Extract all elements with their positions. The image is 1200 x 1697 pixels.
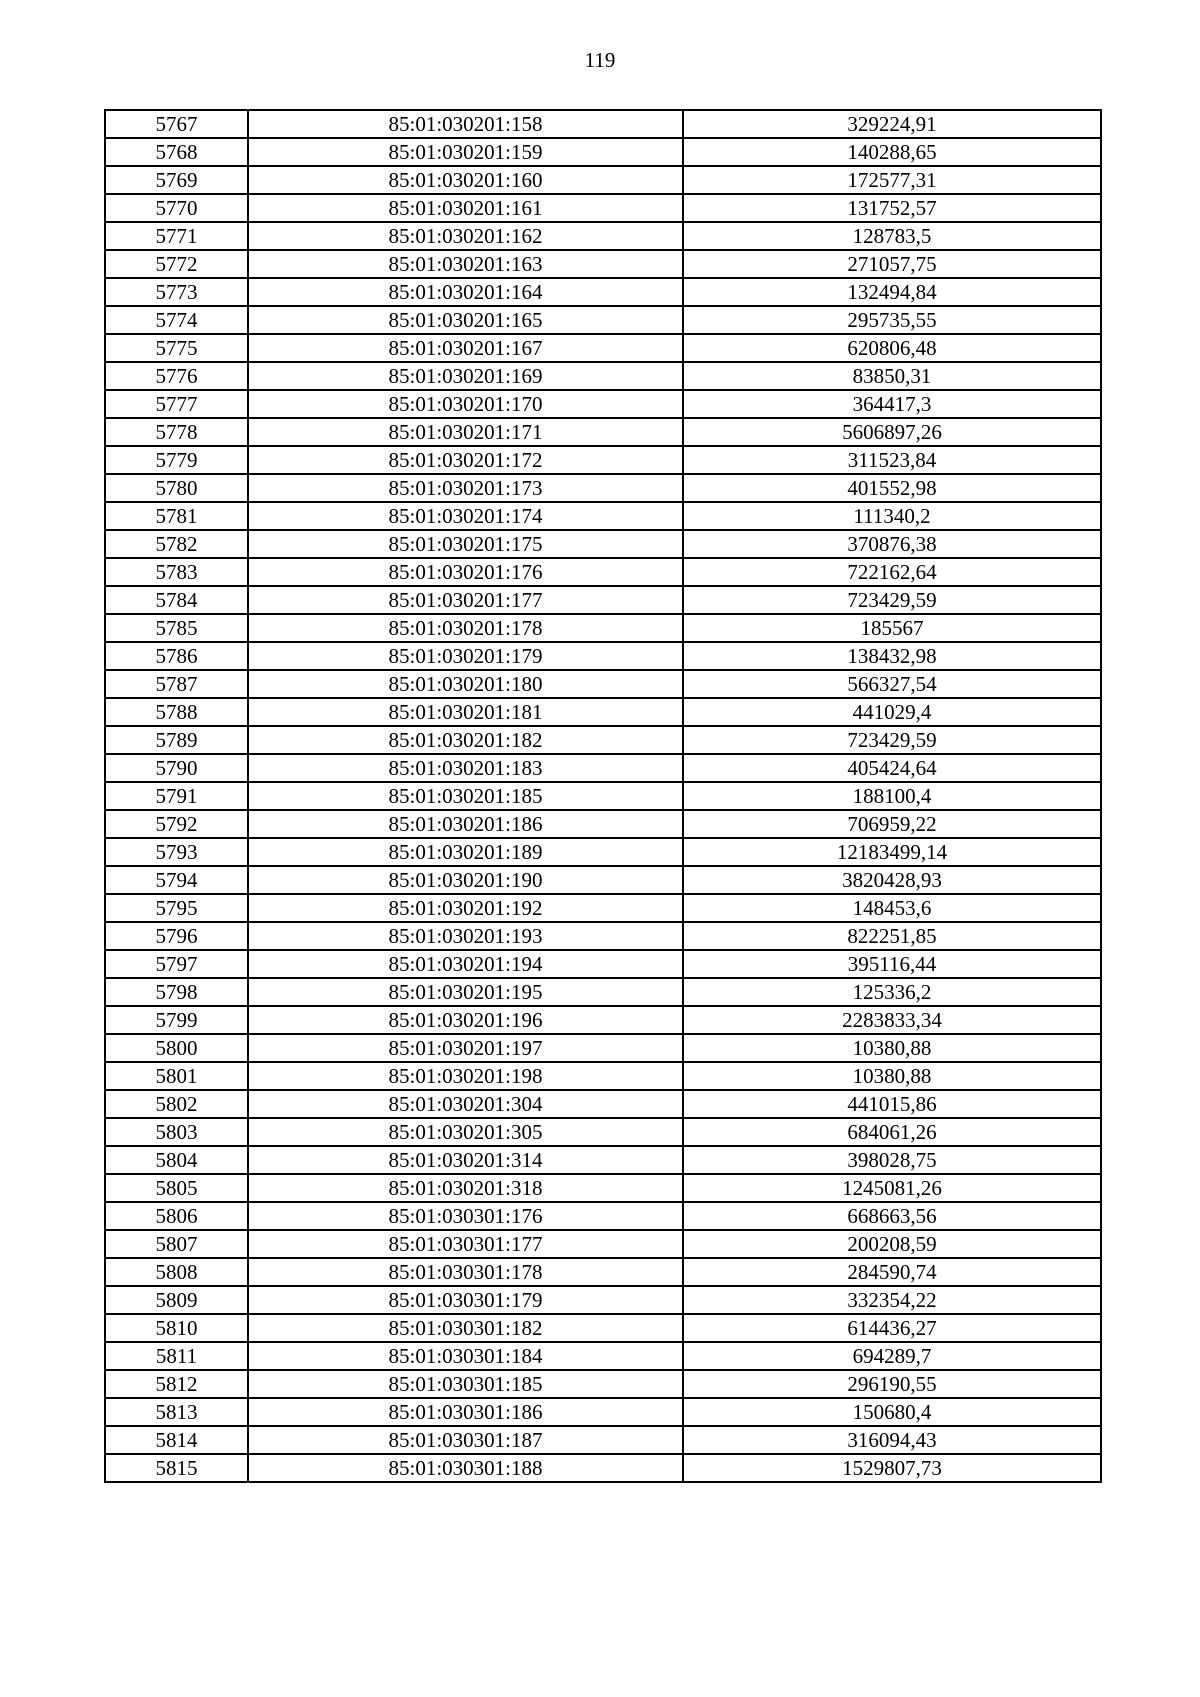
row-number-cell: 5775 [105,334,248,362]
row-number-cell: 5772 [105,250,248,278]
table-row [105,1454,1101,1482]
table-row [105,278,1101,306]
table-row [105,558,1101,586]
cadastral-value-cell: 722162,64 [683,558,1101,586]
cadastral-value-cell: 1245081,26 [683,1174,1101,1202]
table-row [105,1258,1101,1286]
cadastral-value-cell: 566327,54 [683,670,1101,698]
row-number-cell: 5776 [105,362,248,390]
row-number-cell: 5767 [105,110,248,138]
cadastral-value-cell: 188100,4 [683,782,1101,810]
cadastral-number-cell: 85:01:030201:159 [248,138,683,166]
cadastral-number-cell: 85:01:030201:172 [248,446,683,474]
row-number-cell: 5794 [105,866,248,894]
row-number-cell: 5782 [105,530,248,558]
cadastral-number-cell: 85:01:030201:160 [248,166,683,194]
table-row [105,222,1101,250]
cadastral-value-cell: 332354,22 [683,1286,1101,1314]
cadastral-number-cell: 85:01:030301:178 [248,1258,683,1286]
cadastral-value-cell: 284590,74 [683,1258,1101,1286]
table-row [105,698,1101,726]
cadastral-value-cell: 706959,22 [683,810,1101,838]
cadastral-number-cell: 85:01:030201:195 [248,978,683,1006]
row-number-cell: 5790 [105,754,248,782]
row-number-cell: 5795 [105,894,248,922]
row-number-cell: 5797 [105,950,248,978]
cadastral-number-cell: 85:01:030301:188 [248,1454,683,1482]
cadastral-number-cell: 85:01:030201:186 [248,810,683,838]
table-row [105,1314,1101,1342]
table-row [105,866,1101,894]
cadastral-value-cell: 128783,5 [683,222,1101,250]
cadastral-value-cell: 271057,75 [683,250,1101,278]
cadastral-value-cell: 401552,98 [683,474,1101,502]
cadastral-value-cell: 405424,64 [683,754,1101,782]
table-row [105,194,1101,222]
row-number-cell: 5792 [105,810,248,838]
row-number-cell: 5807 [105,1230,248,1258]
table-row [105,1370,1101,1398]
table-row [105,110,1101,138]
cadastral-value-cell: 1529807,73 [683,1454,1101,1482]
cadastral-value-cell: 614436,27 [683,1314,1101,1342]
cadastral-number-cell: 85:01:030201:169 [248,362,683,390]
table-row [105,1230,1101,1258]
cadastral-number-cell: 85:01:030201:314 [248,1146,683,1174]
table-row [105,1062,1101,1090]
row-number-cell: 5779 [105,446,248,474]
table-row [105,390,1101,418]
cadastral-value-cell: 125336,2 [683,978,1101,1006]
cadastral-number-cell: 85:01:030201:304 [248,1090,683,1118]
table-row [105,138,1101,166]
table-row [105,1118,1101,1146]
cadastral-value-cell: 684061,26 [683,1118,1101,1146]
cadastral-number-cell: 85:01:030301:179 [248,1286,683,1314]
cadastral-number-cell: 85:01:030301:186 [248,1398,683,1426]
row-number-cell: 5768 [105,138,248,166]
table-row [105,1146,1101,1174]
cadastral-number-cell: 85:01:030301:176 [248,1202,683,1230]
row-number-cell: 5801 [105,1062,248,1090]
cadastral-number-cell: 85:01:030301:184 [248,1342,683,1370]
cadastral-value-cell: 822251,85 [683,922,1101,950]
page-number: 119 [584,48,616,72]
table-row [105,502,1101,530]
row-number-cell: 5799 [105,1006,248,1034]
cadastral-value-cell: 441029,4 [683,698,1101,726]
table-row [105,642,1101,670]
cadastral-number-cell: 85:01:030201:179 [248,642,683,670]
table-row [105,586,1101,614]
cadastral-value-cell: 148453,6 [683,894,1101,922]
row-number-cell: 5803 [105,1118,248,1146]
cadastral-number-cell: 85:01:030201:177 [248,586,683,614]
row-number-cell: 5781 [105,502,248,530]
row-number-cell: 5796 [105,922,248,950]
cadastral-value-cell: 172577,31 [683,166,1101,194]
table-row [105,670,1101,698]
cadastral-value-cell: 185567 [683,614,1101,642]
cadastral-number-cell: 85:01:030201:178 [248,614,683,642]
cadastral-value-cell: 694289,7 [683,1342,1101,1370]
cadastral-value-cell: 723429,59 [683,586,1101,614]
row-number-cell: 5812 [105,1370,248,1398]
row-number-cell: 5815 [105,1454,248,1482]
table-row [105,1286,1101,1314]
cadastral-value-cell: 364417,3 [683,390,1101,418]
cadastral-value-cell: 3820428,93 [683,866,1101,894]
cadastral-number-cell: 85:01:030201:163 [248,250,683,278]
cadastral-value-cell: 200208,59 [683,1230,1101,1258]
row-number-cell: 5802 [105,1090,248,1118]
table-row [105,614,1101,642]
cadastral-value-table [104,109,1102,1483]
cadastral-number-cell: 85:01:030201:167 [248,334,683,362]
table-row [105,166,1101,194]
cadastral-number-cell: 85:01:030201:162 [248,222,683,250]
table-row [105,894,1101,922]
row-number-cell: 5780 [105,474,248,502]
cadastral-value-cell: 5606897,26 [683,418,1101,446]
row-number-cell: 5777 [105,390,248,418]
table-row [105,1342,1101,1370]
cadastral-value-cell: 398028,75 [683,1146,1101,1174]
cadastral-number-cell: 85:01:030301:177 [248,1230,683,1258]
row-number-cell: 5808 [105,1258,248,1286]
table-row [105,1090,1101,1118]
row-number-cell: 5770 [105,194,248,222]
row-number-cell: 5811 [105,1342,248,1370]
cadastral-value-cell: 10380,88 [683,1062,1101,1090]
cadastral-number-cell: 85:01:030201:198 [248,1062,683,1090]
cadastral-value-cell: 723429,59 [683,726,1101,754]
cadastral-number-cell: 85:01:030301:185 [248,1370,683,1398]
table-row [105,306,1101,334]
row-number-cell: 5798 [105,978,248,1006]
cadastral-number-cell: 85:01:030201:197 [248,1034,683,1062]
row-number-cell: 5783 [105,558,248,586]
row-number-cell: 5793 [105,838,248,866]
cadastral-number-cell: 85:01:030201:183 [248,754,683,782]
cadastral-number-cell: 85:01:030301:187 [248,1426,683,1454]
row-number-cell: 5769 [105,166,248,194]
row-number-cell: 5784 [105,586,248,614]
table-row [105,810,1101,838]
table-row [105,1202,1101,1230]
table-row [105,446,1101,474]
cadastral-number-cell: 85:01:030201:185 [248,782,683,810]
table-row [105,1426,1101,1454]
cadastral-value-cell: 311523,84 [683,446,1101,474]
cadastral-number-cell: 85:01:030201:173 [248,474,683,502]
cadastral-number-cell: 85:01:030201:158 [248,110,683,138]
row-number-cell: 5774 [105,306,248,334]
row-number-cell: 5804 [105,1146,248,1174]
row-number-cell: 5813 [105,1398,248,1426]
table-row [105,922,1101,950]
cadastral-number-cell: 85:01:030201:182 [248,726,683,754]
cadastral-number-cell: 85:01:030201:164 [248,278,683,306]
cadastral-value-cell: 620806,48 [683,334,1101,362]
row-number-cell: 5814 [105,1426,248,1454]
cadastral-value-cell: 132494,84 [683,278,1101,306]
cadastral-number-cell: 85:01:030201:192 [248,894,683,922]
table-row [105,250,1101,278]
cadastral-number-cell: 85:01:030201:318 [248,1174,683,1202]
cadastral-number-cell: 85:01:030201:176 [248,558,683,586]
cadastral-number-cell: 85:01:030201:180 [248,670,683,698]
cadastral-value-cell: 150680,4 [683,1398,1101,1426]
table-row [105,474,1101,502]
cadastral-number-cell: 85:01:030201:181 [248,698,683,726]
row-number-cell: 5773 [105,278,248,306]
table-row [105,1398,1101,1426]
cadastral-number-cell: 85:01:030201:161 [248,194,683,222]
table-row [105,1034,1101,1062]
cadastral-value-cell: 10380,88 [683,1034,1101,1062]
row-number-cell: 5791 [105,782,248,810]
cadastral-value-cell: 131752,57 [683,194,1101,222]
table-row [105,754,1101,782]
cadastral-value-cell: 12183499,14 [683,838,1101,866]
row-number-cell: 5778 [105,418,248,446]
cadastral-number-cell: 85:01:030201:189 [248,838,683,866]
cadastral-value-cell: 296190,55 [683,1370,1101,1398]
cadastral-number-cell: 85:01:030201:305 [248,1118,683,1146]
cadastral-number-cell: 85:01:030201:174 [248,502,683,530]
row-number-cell: 5809 [105,1286,248,1314]
table-row [105,838,1101,866]
table-row [105,726,1101,754]
cadastral-number-cell: 85:01:030201:170 [248,390,683,418]
row-number-cell: 5771 [105,222,248,250]
cadastral-number-cell: 85:01:030201:190 [248,866,683,894]
table-row [105,1006,1101,1034]
table-body [105,110,1101,1482]
cadastral-value-cell: 395116,44 [683,950,1101,978]
cadastral-number-cell: 85:01:030201:165 [248,306,683,334]
row-number-cell: 5788 [105,698,248,726]
row-number-cell: 5810 [105,1314,248,1342]
cadastral-number-cell: 85:01:030201:196 [248,1006,683,1034]
cadastral-value-cell: 316094,43 [683,1426,1101,1454]
cadastral-value-cell: 668663,56 [683,1202,1101,1230]
table-row [105,978,1101,1006]
row-number-cell: 5785 [105,614,248,642]
table-row [105,418,1101,446]
table-row [105,362,1101,390]
table-row [105,530,1101,558]
table-row [105,782,1101,810]
row-number-cell: 5806 [105,1202,248,1230]
table-row [105,950,1101,978]
cadastral-number-cell: 85:01:030201:171 [248,418,683,446]
cadastral-number-cell: 85:01:030301:182 [248,1314,683,1342]
cadastral-value-cell: 441015,86 [683,1090,1101,1118]
cadastral-value-cell: 2283833,34 [683,1006,1101,1034]
cadastral-value-cell: 83850,31 [683,362,1101,390]
cadastral-number-cell: 85:01:030201:175 [248,530,683,558]
cadastral-value-cell: 370876,38 [683,530,1101,558]
row-number-cell: 5789 [105,726,248,754]
cadastral-value-cell: 295735,55 [683,306,1101,334]
cadastral-number-cell: 85:01:030201:194 [248,950,683,978]
cadastral-value-cell: 329224,91 [683,110,1101,138]
table-row [105,334,1101,362]
cadastral-value-cell: 138432,98 [683,642,1101,670]
cadastral-value-cell: 111340,2 [683,502,1101,530]
cadastral-number-cell: 85:01:030201:193 [248,922,683,950]
row-number-cell: 5800 [105,1034,248,1062]
row-number-cell: 5787 [105,670,248,698]
row-number-cell: 5805 [105,1174,248,1202]
cadastral-value-cell: 140288,65 [683,138,1101,166]
table-row [105,1174,1101,1202]
row-number-cell: 5786 [105,642,248,670]
